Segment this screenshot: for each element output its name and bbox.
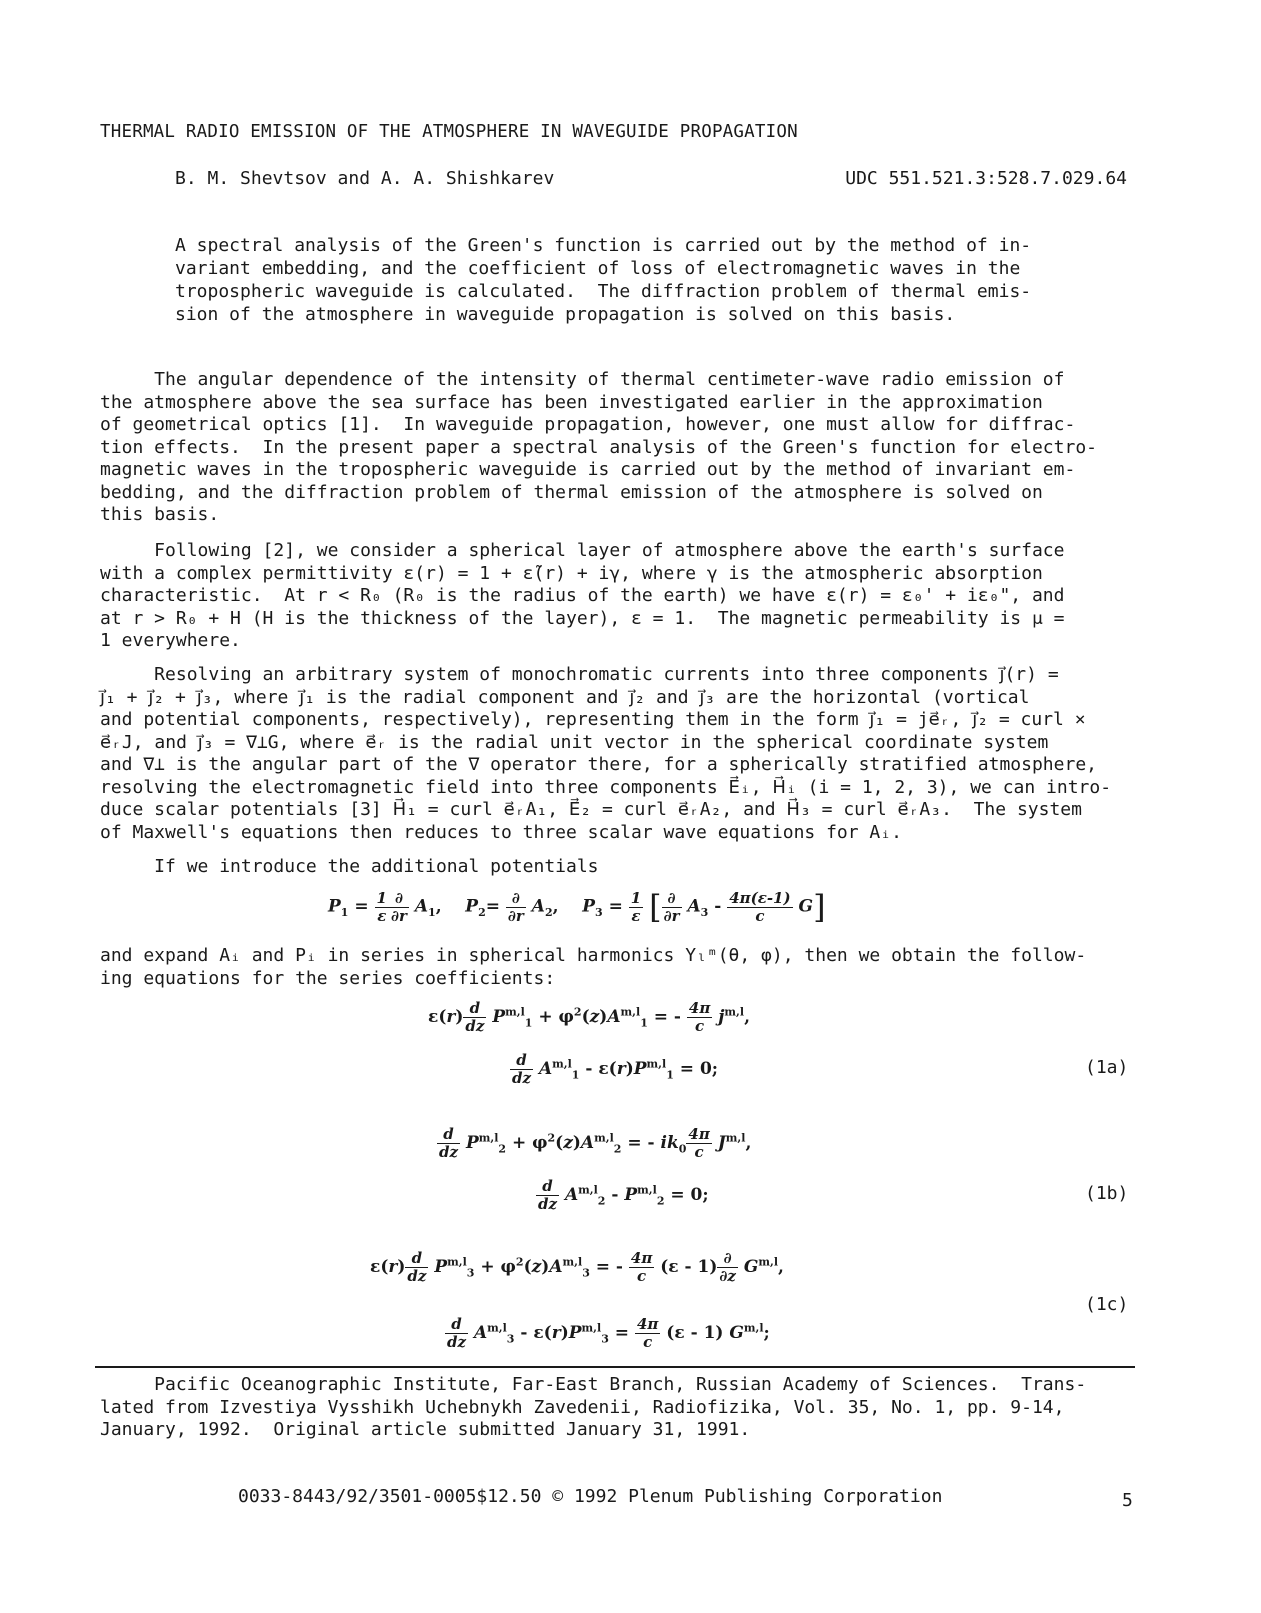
body-line: with a complex permittivity ε(r) = 1 + ε̃(r) + iγ, where γ is the atmospheric absorption	[100, 562, 1043, 584]
body-line: e⃗ᵣJ, and j⃗₃ = ∇⊥G, where e⃗ᵣ is the radial unit vector in the spherical coordinate system	[100, 731, 1049, 753]
equation-1a-second: $\frac{d}{dz}$ $A^{m,l}_1 - \varepsilon(r)P^{m,l}_1 = 0$;	[512, 1051, 719, 1087]
footnote-line: January, 1992. Original article submitted January 31, 1991.	[100, 1419, 751, 1440]
body-line: characteristic. At r < R₀ (R₀ is the radius of the earth) we have ε(r) = ε₀' + iε₀", and	[100, 585, 1065, 606]
equation-1c-second: $\frac{d}{dz}$ $A^{m,l}_3 - \varepsilon(r)P^{m,l}_3$ = $\frac{4\pi}{c}$ (ε - 1) G$^{m,l}$;	[447, 1315, 770, 1351]
paragraph-currents	[100, 664, 1111, 844]
body-line: and ∇⊥ is the angular part of the ∇ operator there, for a spherically stratified atmosphere,	[100, 754, 1097, 775]
equation-1c-first: ε(r) $\frac{d}{dz}$ $P^{m,l}_3 + \varphi^2(z)A^{m,l}_3$ = - $\frac{4\pi}{c}$ (ε - 1) $\frac{\partial}{\partial z}$ G$^{m,l}$,	[370, 1249, 784, 1285]
body-line: this basis.	[100, 504, 220, 525]
copyright-line: 0033-8443/92/3501-0005$12.50 © 1992 Plenum Publishing Corporation	[238, 1486, 943, 1507]
body-line: ing equations for the series coefficients:	[100, 967, 556, 989]
abstract-line: variant embedding, and the coefficient of loss of electromagnetic waves in the	[175, 258, 1021, 279]
footnote-rule	[95, 1366, 1135, 1368]
body-line: Following [2], we consider a spherical layer of atmosphere above the earth's surface	[100, 540, 1065, 561]
body-line: the atmosphere above the sea surface has been investigated earlier in the approximation	[100, 391, 1043, 413]
body-line: duce scalar potentials [3] H⃗₁ = curl e⃗ᵣA₁, E⃗₂ = curl e⃗ᵣA₂, and H⃗₃ = curl e⃗ᵣA₃. The system	[100, 799, 1082, 820]
paper-title: THERMAL RADIO EMISSION OF THE ATMOSPHERE IN WAVEGUIDE PROPAGATION	[100, 122, 798, 142]
equation-1b-second: $\frac{d}{dz}$ A$^{m,l}_2$ - P$^{m,l}_2$ = 0;	[538, 1177, 709, 1213]
equation-1b-first: $\frac{d}{dz}$ $P^{m,l}_2 + \varphi^2(z)A^{m,l}_2$ = - $ik_0$ $\frac{4\pi}{c}$ J$^{m,l}$,	[439, 1125, 752, 1161]
udc-code: UDC 551.521.3:528.7.029.64	[845, 168, 1127, 189]
footnote-line: Pacific Oceanographic Institute, Far-East Branch, Russian Academy of Sciences. Trans-	[100, 1374, 1087, 1395]
body-line: of geometrical optics [1]. In waveguide propagation, however, one must allow for diffrac-	[100, 414, 1076, 435]
footnote	[100, 1374, 1086, 1442]
body-line: 1 everywhere.	[100, 630, 241, 651]
equation-label-1b: (1b)	[1085, 1183, 1129, 1204]
abstract-line: A spectral analysis of the Green's function is carried out by the method of in-	[175, 235, 1032, 256]
abstract-line: sion of the atmosphere in waveguide propagation is solved on this basis.	[175, 304, 956, 325]
paragraph-harmonics	[100, 945, 1086, 990]
body-line: magnetic waves in the tropospheric waveguide is carried out by the method of invariant em-	[100, 459, 1076, 480]
body-line: j⃗₁ + j⃗₂ + j⃗₃, where j⃗₁ is the radial component and j⃗₂ and j⃗₃ are the horizontal (vortical	[100, 686, 1030, 708]
equation-label-1c: (1c)	[1085, 1294, 1129, 1315]
page-number: 5	[1122, 1490, 1133, 1511]
authors: B. M. Shevtsov and A. A. Shishkarev	[175, 168, 555, 189]
body-line: resolving the electromagnetic field into three components E⃗ᵢ, H⃗ᵢ (i = 1, 2, 3), we can intro-	[100, 776, 1112, 798]
abstract	[175, 234, 1070, 326]
paragraph-introduction	[100, 369, 1097, 527]
equation-potentials: $P_1$ = $\frac{1}{\varepsilon}$ $\frac{\partial}{\partial r}$ $A_1$, $P_2=$ $\frac{\partial}{\partial r}$ $A_2$, $P_3$ = $\frac{1}{\varepsilon}$ [ $\frac{\partial}{\partial r}$ $A_3$ - $\frac{4\pi(\varepsilon-1)}{c}$ G]	[328, 888, 826, 926]
body-line: and expand Aᵢ and Pᵢ in series in spherical harmonics Yₗᵐ(θ, φ), then we obtain the follow-	[100, 945, 1087, 966]
body-line: The angular dependence of the intensity of thermal centimeter-wave radio emission of	[100, 369, 1065, 390]
equation-1a-first: ε(r) $\frac{d}{dz}$ $P^{m,l}_1 + \varphi^2(z)A^{m,l}_1$ = - $\frac{4\pi}{c}$ $j^{m,l}$,	[428, 999, 750, 1035]
body-line: and potential components, respectively), representing them in the form j⃗₁ = je⃗ᵣ, j⃗₂ = curl ×	[100, 709, 1086, 730]
body-line: bedding, and the diffraction problem of thermal emission of the atmosphere is solved on	[100, 481, 1043, 503]
body-line: Resolving an arbitrary system of monochromatic currents into three components j⃗(r) =	[100, 664, 1059, 685]
footnote-line: lated from Izvestiya Vysshikh Uchebnykh Zavedenii, Radiofizika, Vol. 35, No. 1, pp. 9-14,	[100, 1396, 1065, 1418]
body-line: of Maxwell's equations then reduces to three scalar wave equations for Aᵢ.	[100, 821, 902, 843]
abstract-line: tropospheric waveguide is calculated. The diffraction problem of thermal emis-	[175, 281, 1032, 302]
body-line: tion effects. In the present paper a spectral analysis of the Green's function for electro-	[100, 436, 1097, 458]
equation-label-1a: (1a)	[1085, 1057, 1129, 1078]
paragraph-potentials-intro: If we introduce the additional potentials	[100, 856, 599, 877]
body-line: at r > R₀ + H (H is the thickness of the layer), ε = 1. The magnetic permeability is μ =	[100, 607, 1065, 629]
paragraph-permittivity	[100, 540, 1065, 653]
